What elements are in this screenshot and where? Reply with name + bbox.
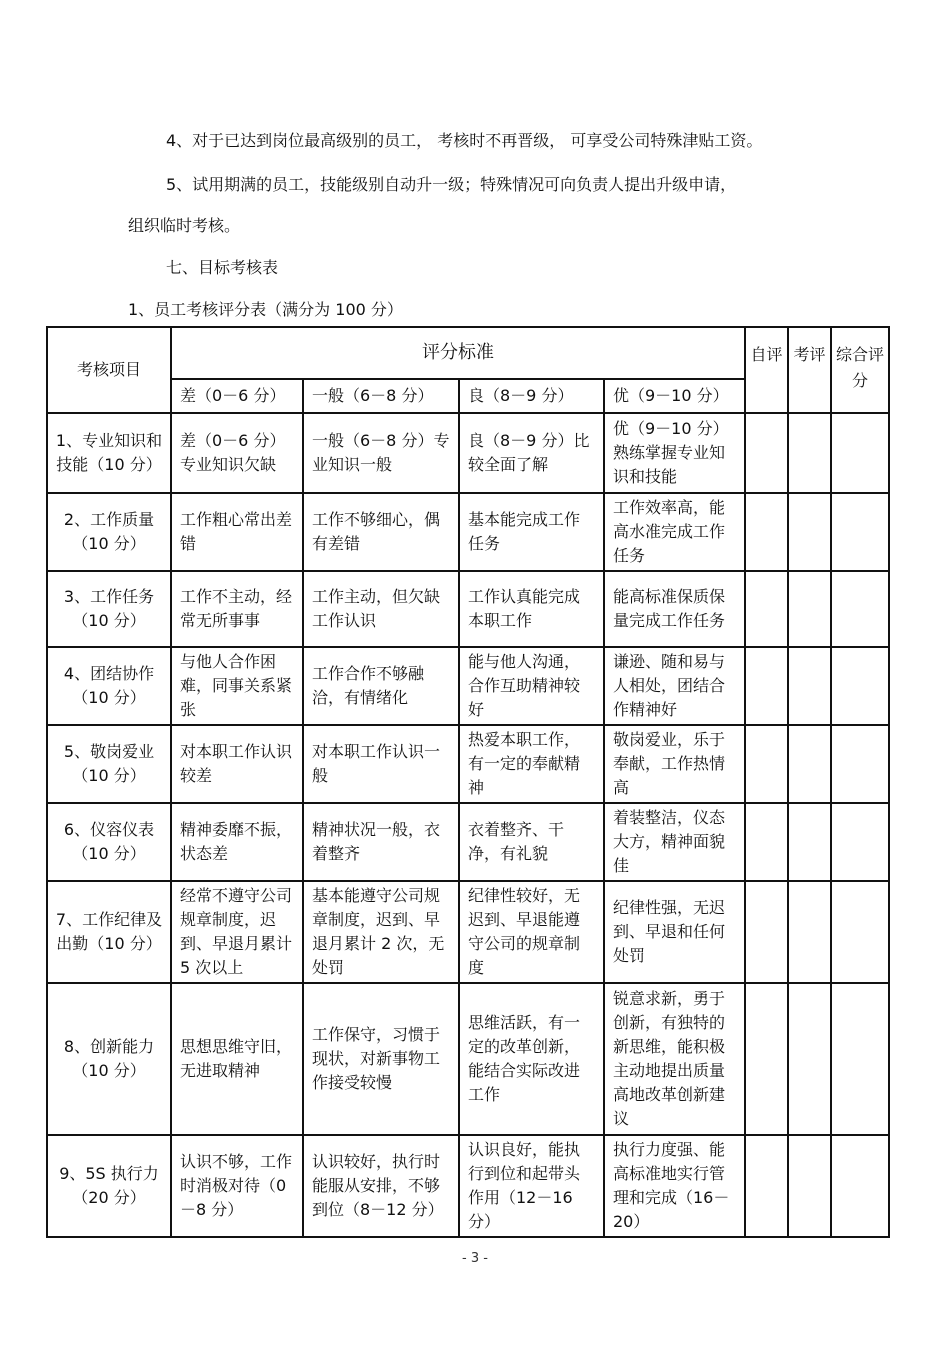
table-row	[47, 803, 889, 881]
cell-self-eval[interactable]	[745, 1135, 788, 1237]
cell-poor: 对本职工作认识较差	[171, 725, 303, 803]
section-heading: 七、目标考核表	[166, 258, 279, 277]
cell-poor: 差（0－6 分）专业知识欠缺	[171, 413, 303, 493]
cell-overall[interactable]	[831, 881, 889, 983]
cell-review[interactable]	[788, 881, 831, 983]
row-item: 1、专业知识和技能（10 分）	[47, 413, 171, 493]
header-overall: 综合评分	[831, 327, 889, 413]
cell-poor: 思想思维守旧，无进取精神	[171, 983, 303, 1135]
table-row	[47, 881, 889, 983]
row-item: 5、敬岗爱业（10 分）	[47, 725, 171, 803]
cell-poor: 工作粗心常出差错	[171, 493, 303, 571]
cell-review[interactable]	[788, 983, 831, 1135]
cell-poor: 工作不主动，经常无所事事	[171, 571, 303, 647]
cell-excellent: 优（9－10 分）熟练掌握专业知识和技能	[604, 413, 745, 493]
row-item: 2、工作质量（10 分）	[47, 493, 171, 571]
cell-review[interactable]	[788, 647, 831, 725]
header-level-poor: 差（0－6 分）	[171, 379, 303, 413]
header-level-excellent: 优（9－10 分）	[604, 379, 745, 413]
cell-overall[interactable]	[831, 983, 889, 1135]
table-row	[47, 983, 889, 1135]
cell-overall[interactable]	[831, 647, 889, 725]
paragraph-rule-4: 4、对于已达到岗位最高级别的员工， 考核时不再晋级， 可享受公司特殊津贴工资。	[166, 131, 763, 150]
cell-overall[interactable]	[831, 1135, 889, 1237]
cell-overall[interactable]	[831, 725, 889, 803]
table-row	[47, 725, 889, 803]
cell-excellent: 纪律性强，无迟到、早退和任何处罚	[604, 881, 745, 983]
header-level-fair: 一般（6－8 分）	[303, 379, 459, 413]
cell-review[interactable]	[788, 725, 831, 803]
cell-review[interactable]	[788, 571, 831, 647]
cell-excellent: 谦逊、随和易与人相处，团结合作精神好	[604, 647, 745, 725]
cell-excellent: 执行力度强、能高标准地实行管理和完成（16－20）	[604, 1135, 745, 1237]
cell-good: 良（8－9 分）比较全面了解	[459, 413, 604, 493]
cell-overall[interactable]	[831, 493, 889, 571]
cell-review[interactable]	[788, 413, 831, 493]
cell-fair: 工作合作不够融洽，有情绪化	[303, 647, 459, 725]
cell-review[interactable]	[788, 1135, 831, 1237]
cell-fair: 工作不够细心，偶有差错	[303, 493, 459, 571]
cell-excellent: 工作效率高，能高水准完成工作任务	[604, 493, 745, 571]
table-row	[47, 413, 889, 493]
row-item: 7、工作纪律及出勤（10 分）	[47, 881, 171, 983]
cell-self-eval[interactable]	[745, 803, 788, 881]
cell-good: 工作认真能完成本职工作	[459, 571, 604, 647]
cell-self-eval[interactable]	[745, 983, 788, 1135]
cell-poor: 精神委靡不振，状态差	[171, 803, 303, 881]
cell-good: 热爱本职工作，有一定的奉献精神	[459, 725, 604, 803]
row-item: 3、工作任务（10 分）	[47, 571, 171, 647]
page-number: - 3 -	[462, 1251, 488, 1266]
cell-excellent: 着装整洁，仪态大方，精神面貌佳	[604, 803, 745, 881]
cell-self-eval[interactable]	[745, 647, 788, 725]
paragraph-rule-5-continued: 组织临时考核。	[128, 216, 241, 235]
cell-self-eval[interactable]	[745, 881, 788, 983]
cell-fair: 工作主动，但欠缺工作认识	[303, 571, 459, 647]
header-review: 考评	[788, 327, 831, 413]
cell-self-eval[interactable]	[745, 571, 788, 647]
cell-fair: 工作保守，习惯于现状，对新事物工作接受较慢	[303, 983, 459, 1135]
row-item: 9、5S 执行力（20 分）	[47, 1135, 171, 1237]
cell-good: 能与他人沟通，合作互助精神较好	[459, 647, 604, 725]
cell-good: 纪律性较好，无迟到、早退能遵守公司的规章制度	[459, 881, 604, 983]
header-item: 考核项目	[47, 327, 171, 413]
cell-good: 基本能完成工作任务	[459, 493, 604, 571]
cell-good: 思维活跃，有一定的改革创新，能结合实际改进工作	[459, 983, 604, 1135]
header-self-eval: 自评	[745, 327, 788, 413]
cell-poor: 与他人合作困难，同事关系紧张	[171, 647, 303, 725]
table-row	[47, 571, 889, 647]
cell-fair: 认识较好，执行时能服从安排，不够到位（8－12 分）	[303, 1135, 459, 1237]
cell-review[interactable]	[788, 493, 831, 571]
cell-review[interactable]	[788, 803, 831, 881]
cell-fair: 基本能遵守公司规章制度，迟到、早退月累计 2 次，无处罚	[303, 881, 459, 983]
table-row	[47, 647, 889, 725]
cell-good: 衣着整齐、干净，有礼貌	[459, 803, 604, 881]
cell-poor: 认识不够，工作时消极对待（0－8 分）	[171, 1135, 303, 1237]
cell-excellent: 敬岗爱业，乐于奉献，工作热情高	[604, 725, 745, 803]
cell-excellent: 锐意求新，勇于创新，有独特的新思维，能积极主动地提出质量高地改革创新建议	[604, 983, 745, 1135]
cell-self-eval[interactable]	[745, 493, 788, 571]
row-item: 8、创新能力（10 分）	[47, 983, 171, 1135]
cell-good: 认识良好，能执行到位和起带头作用（12－16 分）	[459, 1135, 604, 1237]
paragraph-rule-5: 5、试用期满的员工，技能级别自动升一级；特殊情况可向负责人提出升级申请，	[166, 175, 737, 194]
cell-overall[interactable]	[831, 413, 889, 493]
header-level-good: 良（8－9 分）	[459, 379, 604, 413]
cell-poor: 经常不遵守公司规章制度，迟到、早退月累计 5 次以上	[171, 881, 303, 983]
cell-excellent: 能高标准保质保量完成工作任务	[604, 571, 745, 647]
cell-fair: 一般（6－8 分）专业知识一般	[303, 413, 459, 493]
assessment-table	[46, 326, 890, 1238]
cell-overall[interactable]	[831, 803, 889, 881]
cell-overall[interactable]	[831, 571, 889, 647]
table-caption: 1、员工考核评分表（满分为 100 分）	[128, 300, 403, 319]
table-row	[47, 493, 889, 571]
row-item: 6、仪容仪表（10 分）	[47, 803, 171, 881]
table-row	[47, 1135, 889, 1237]
row-item: 4、团结协作（10 分）	[47, 647, 171, 725]
cell-fair: 精神状况一般，衣着整齐	[303, 803, 459, 881]
header-criteria: 评分标准	[171, 327, 745, 379]
cell-fair: 对本职工作认识一般	[303, 725, 459, 803]
cell-self-eval[interactable]	[745, 413, 788, 493]
cell-self-eval[interactable]	[745, 725, 788, 803]
